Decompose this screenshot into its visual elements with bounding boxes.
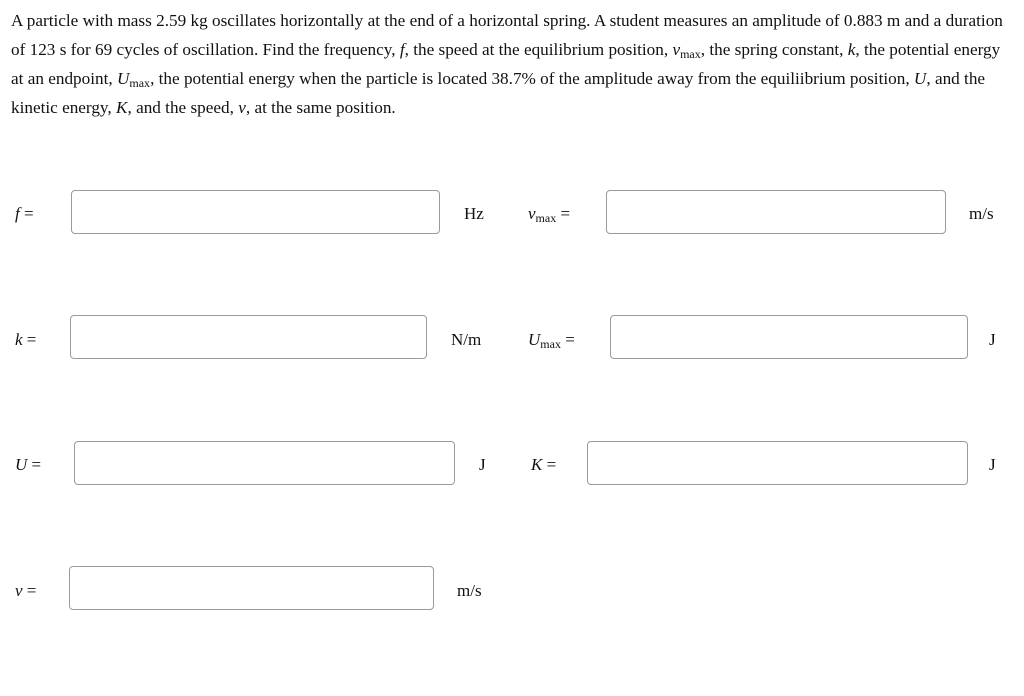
- problem-text-5: , the potential energy when the particle is located 38.7% of the amplitude away from the equiliibrium position,: [150, 69, 914, 88]
- potential-energy-unit: J: [479, 455, 486, 474]
- frequency-unit: Hz: [464, 204, 484, 223]
- problem-text-6: , and the kinetic energy,: [11, 69, 986, 117]
- umax-input[interactable]: [610, 315, 968, 359]
- symbol-f: f: [399, 40, 405, 59]
- speed-input[interactable]: [69, 566, 434, 610]
- spring-constant-label: k =: [15, 330, 37, 349]
- speed-unit: m/s: [457, 581, 482, 600]
- problem-text-1: A particle with mass 2.59 kg oscillates horizontally at the end of a horizontal spring. A student measures an amplitude of 0.883 m and a duration of 123 s for 69 cycles of oscillation. Find the frequency,: [11, 11, 1003, 59]
- problem-text-8: , at the same position.: [245, 98, 396, 117]
- vmax-unit: m/s: [969, 204, 994, 223]
- potential-energy-input[interactable]: [74, 441, 455, 485]
- umax-label: $U_{max}$ =: [528, 330, 575, 351]
- symbol-k: k: [847, 40, 856, 59]
- spring-constant-input[interactable]: [70, 315, 427, 359]
- symbol-kinetic: K: [116, 98, 128, 117]
- subscript-max: max: [129, 76, 151, 90]
- problem-text-3: , the spring constant,: [700, 40, 848, 59]
- problem-statement: [11, 6, 1011, 122]
- kinetic-energy-label: K =: [531, 455, 557, 474]
- frequency-input[interactable]: [71, 190, 440, 234]
- kinetic-energy-input[interactable]: [587, 441, 968, 485]
- speed-label: v =: [15, 581, 37, 600]
- symbol-u: U: [913, 69, 927, 88]
- symbol-umax: U: [116, 69, 130, 88]
- frequency-label: f =: [15, 204, 34, 223]
- vmax-label: $v_{max}$ =: [528, 204, 571, 225]
- kinetic-energy-unit: J: [989, 455, 996, 474]
- problem-text-4: , the potential energy at an endpoint,: [11, 40, 1001, 88]
- symbol-v: v: [238, 98, 246, 117]
- umax-unit: J: [989, 330, 996, 349]
- potential-energy-label: U =: [15, 455, 42, 474]
- vmax-input[interactable]: [606, 190, 946, 234]
- problem-text-7: , and the speed,: [127, 98, 239, 117]
- problem-text-2: , the speed at the equilibrium position,: [404, 40, 673, 59]
- subscript-max: max: [680, 47, 701, 61]
- spring-constant-unit: N/m: [451, 330, 482, 349]
- symbol-vmax: v: [672, 40, 681, 59]
